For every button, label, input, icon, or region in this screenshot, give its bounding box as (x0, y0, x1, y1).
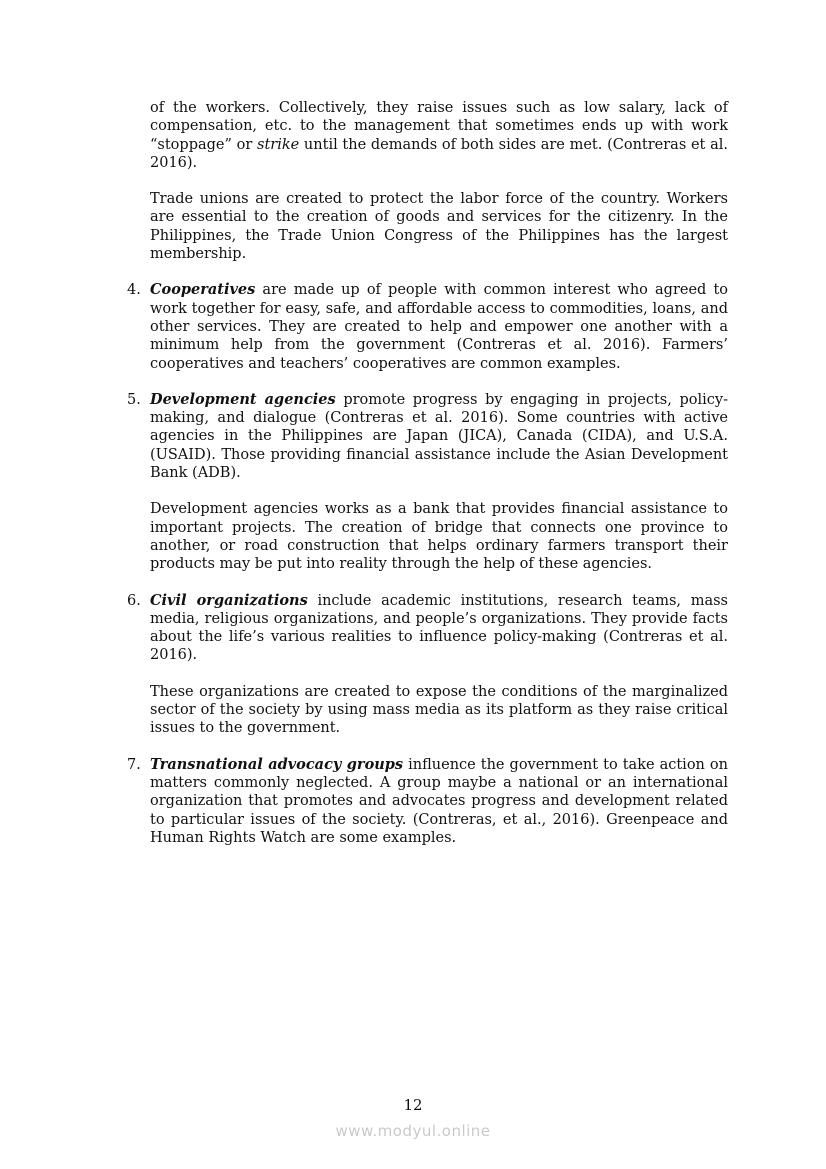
document-body (127, 99, 728, 865)
italic-text-strike: strike (257, 136, 300, 153)
list-number-7: 7. (127, 756, 141, 773)
list-item-4-cooperatives (127, 281, 728, 372)
paragraph-strike-continuation (150, 99, 728, 172)
list-lead-development-agencies: Development agencies (150, 390, 336, 408)
list-number-4: 4. (127, 282, 141, 299)
list-lead-cooperatives: Cooperatives (150, 281, 256, 299)
list-number-6: 6. (127, 592, 141, 609)
list-item-7-transnational-advocacy-groups (127, 756, 728, 847)
list-number-5: 5. (127, 391, 141, 408)
text-run: of the workers. Collectively, they raise issues such as low salary, lack of compensation, etc. to the management that sometimes ends up with work “stoppage” or (150, 100, 728, 153)
text-run: include academic institutions, research teams, mass media, religious organizations, and people’s organizations. They provide facts about the life’s various realities to influence policy-making (Contreras et al. 2016). (150, 592, 729, 664)
list-item-5-development-agencies (127, 391, 728, 482)
paragraph-trade-unions: Trade unions are created to protect the labor force of the country. Workers are essential to the creation of goods and services for the citizenry. In the Philippines, the Trade Union Congress of the Philippines has the largest membership. (150, 191, 728, 263)
page-number: 12 (403, 1096, 423, 1114)
text-run: until the demands of both sides are met. (Contreras et al. 2016). (150, 136, 728, 171)
list-item-6-civil-organizations (127, 592, 728, 665)
paragraph-development-agencies-bank: Development agencies works as a bank that provides financial assistance to important projects. The creation of bridge that connects one province to another, or road construction that helps ordinary farmers transport their products may be put into reality through the help of these agencies. (150, 501, 728, 573)
list-lead-transnational-advocacy-groups: Transnational advocacy groups (150, 755, 404, 773)
text-run: influence the government to take action on matters commonly neglected. A group maybe a national or an international organization that promotes and advocates progress and development related to particular issues of the society. (Contreras, et al., 2016). Greenpeace and Human Rights Watch are some examples. (150, 756, 728, 846)
text-run: promote progress by engaging in projects, policy-making, and dialogue (Contreras et al. 2016). Some countries with active agencies in the Philippines are Japan (JICA), Canada (CIDA), and U.S.A. (USAID). Those providing financial assistance include the Asian Development Bank (ADB). (150, 391, 728, 482)
list-lead-civil-organizations: Civil organizations (150, 591, 308, 609)
watermark-url: www.modyul.online (335, 1122, 491, 1140)
text-run: are made up of people with common interest who agreed to work together for easy, safe, and affordable access to commodities, loans, and other services. They are created to help and empower one another with a minimum help from the government (Contreras et al. 2016). Farmers’ cooperatives and teachers’ cooperatives are common examples. (150, 282, 728, 372)
paragraph-marginalized-sector: These organizations are created to expose the conditions of the marginalized sector of the society by using mass media as its platform as they raise critical issues to the government. (150, 683, 728, 737)
